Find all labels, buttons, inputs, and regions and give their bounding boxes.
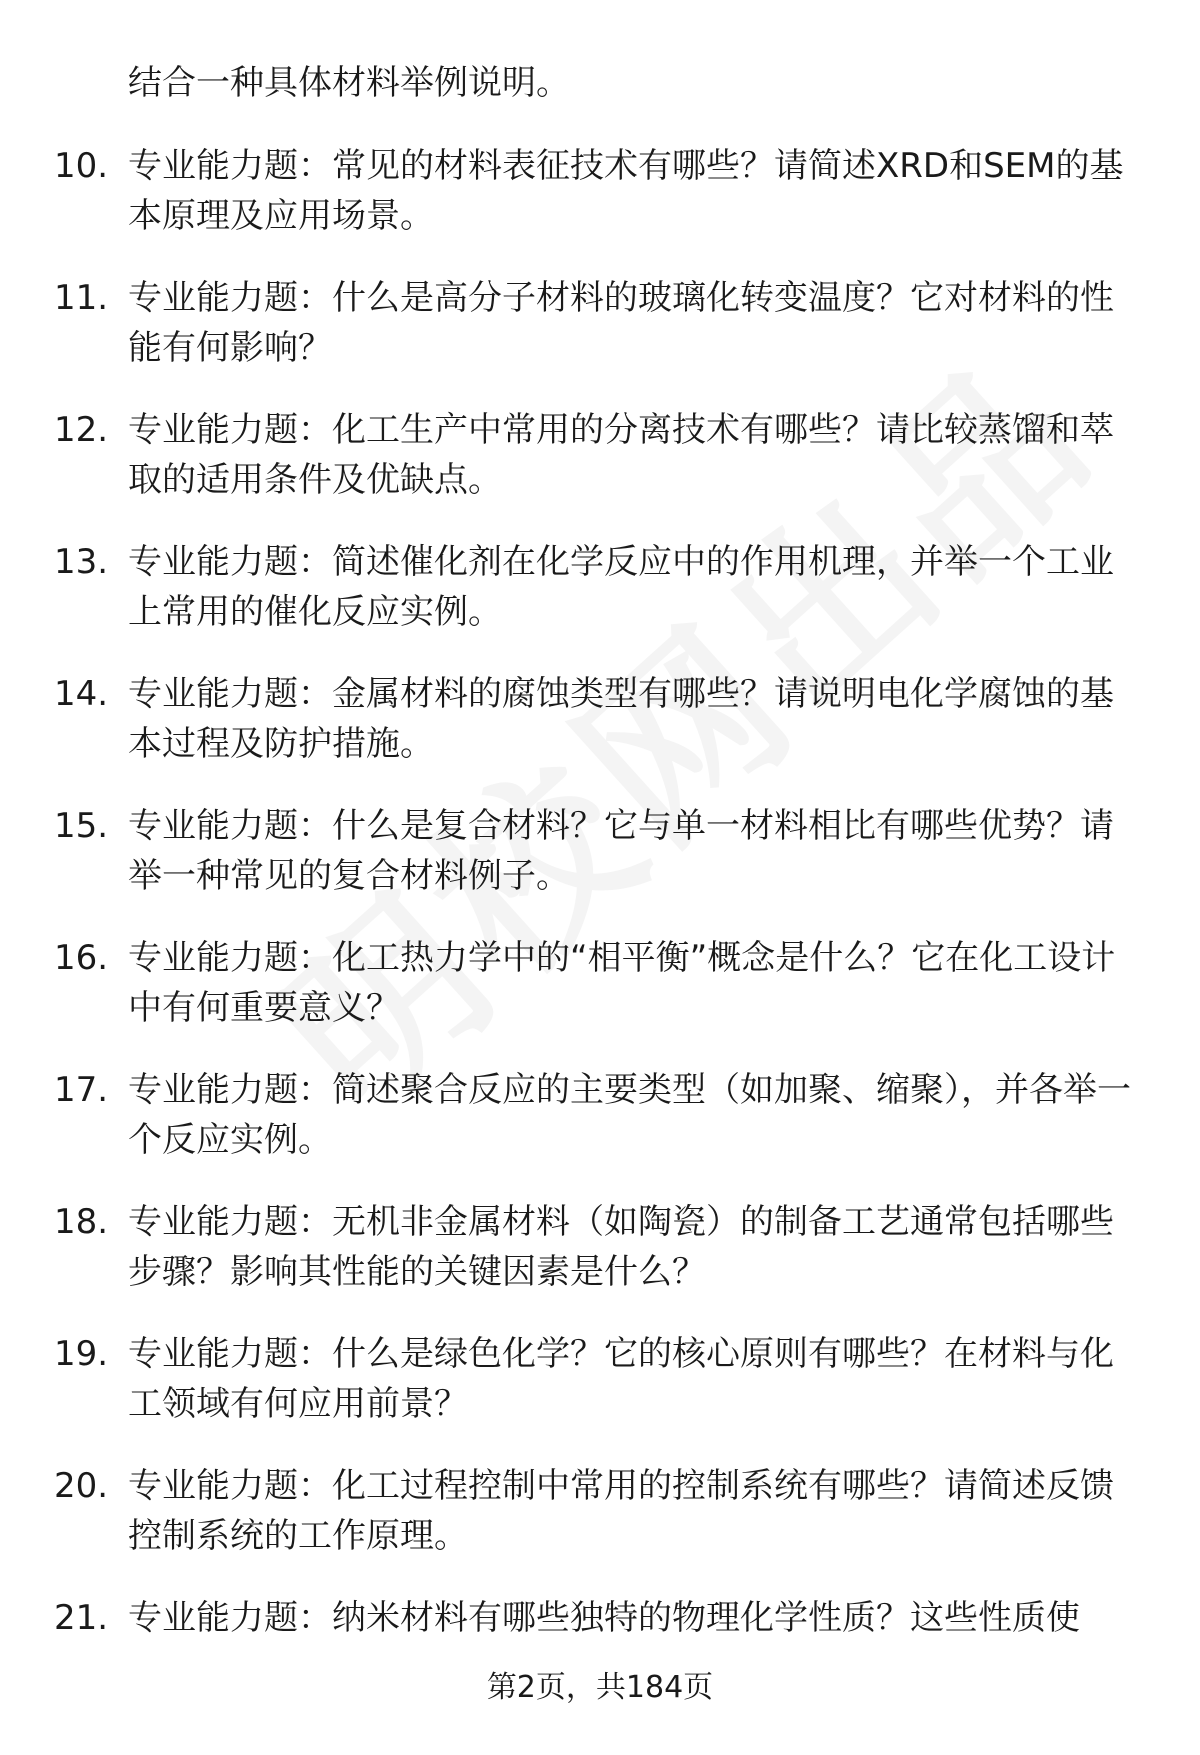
- question-item: [0, 1197, 1200, 1329]
- question-number: 13.: [54, 542, 109, 582]
- question-text: 专业能力题：纳米材料有哪些独特的物理化学性质？这些性质使: [128, 1598, 1080, 1638]
- question-item: [0, 273, 1200, 405]
- question-text: 专业能力题：化工过程控制中常用的控制系统有哪些？请简述反馈控制系统的工作原理。: [128, 1466, 1114, 1556]
- question-text: 专业能力题：什么是高分子材料的玻璃化转变温度？它对材料的性能有何影响？: [128, 278, 1114, 368]
- question-list: [0, 141, 1200, 1725]
- question-number: 11.: [54, 278, 109, 318]
- question-item: [0, 1461, 1200, 1593]
- question-number: 14.: [54, 674, 109, 714]
- page-number-label: 第2页，共184页: [486, 1670, 714, 1705]
- question-number: 18.: [54, 1202, 109, 1242]
- question-text: 专业能力题：化工生产中常用的分离技术有哪些？请比较蒸馏和萃取的适用条件及优缺点。: [128, 410, 1114, 500]
- question-text: 专业能力题：无机非金属材料（如陶瓷）的制备工艺通常包括哪些步骤？影响其性能的关键因素是什么？: [128, 1202, 1114, 1292]
- question-item: [0, 1065, 1200, 1197]
- question-number: 19.: [54, 1334, 109, 1374]
- question-number: 10.: [54, 146, 109, 186]
- question-text: 专业能力题：什么是复合材料？它与单一材料相比有哪些优势？请举一种常见的复合材料例子。: [128, 806, 1114, 896]
- continuation-text: 结合一种具体材料举例说明。: [128, 63, 570, 103]
- page-footer: [0, 1668, 1200, 1708]
- question-text: 专业能力题：金属材料的腐蚀类型有哪些？请说明电化学腐蚀的基本过程及防护措施。: [128, 674, 1114, 764]
- question-item: [0, 141, 1200, 273]
- question-item: [0, 405, 1200, 537]
- question-item: [0, 801, 1200, 933]
- question-text: 专业能力题：简述聚合反应的主要类型（如加聚、缩聚），并各举一个反应实例。: [128, 1070, 1131, 1160]
- question-text: 专业能力题：什么是绿色化学？它的核心原则有哪些？在材料与化工领域有何应用前景？: [128, 1334, 1114, 1424]
- question-number: 12.: [54, 410, 109, 450]
- question-text: 专业能力题：常见的材料表征技术有哪些？请简述XRD和SEM的基本原理及应用场景。: [128, 146, 1124, 236]
- question-number: 16.: [54, 938, 109, 978]
- question-number: 20.: [54, 1466, 109, 1506]
- question-number: 21.: [54, 1598, 109, 1638]
- question-number: 17.: [54, 1070, 109, 1110]
- question-number: 15.: [54, 806, 109, 846]
- question-item: [0, 933, 1200, 1065]
- question-item: [0, 669, 1200, 801]
- question-text: 专业能力题：化工热力学中的“相平衡”概念是什么？它在化工设计中有何重要意义？: [128, 938, 1116, 1028]
- question-text: 专业能力题：简述催化剂在化学反应中的作用机理，并举一个工业上常用的催化反应实例。: [128, 542, 1114, 632]
- question-item: [0, 537, 1200, 669]
- question-item: [0, 1329, 1200, 1461]
